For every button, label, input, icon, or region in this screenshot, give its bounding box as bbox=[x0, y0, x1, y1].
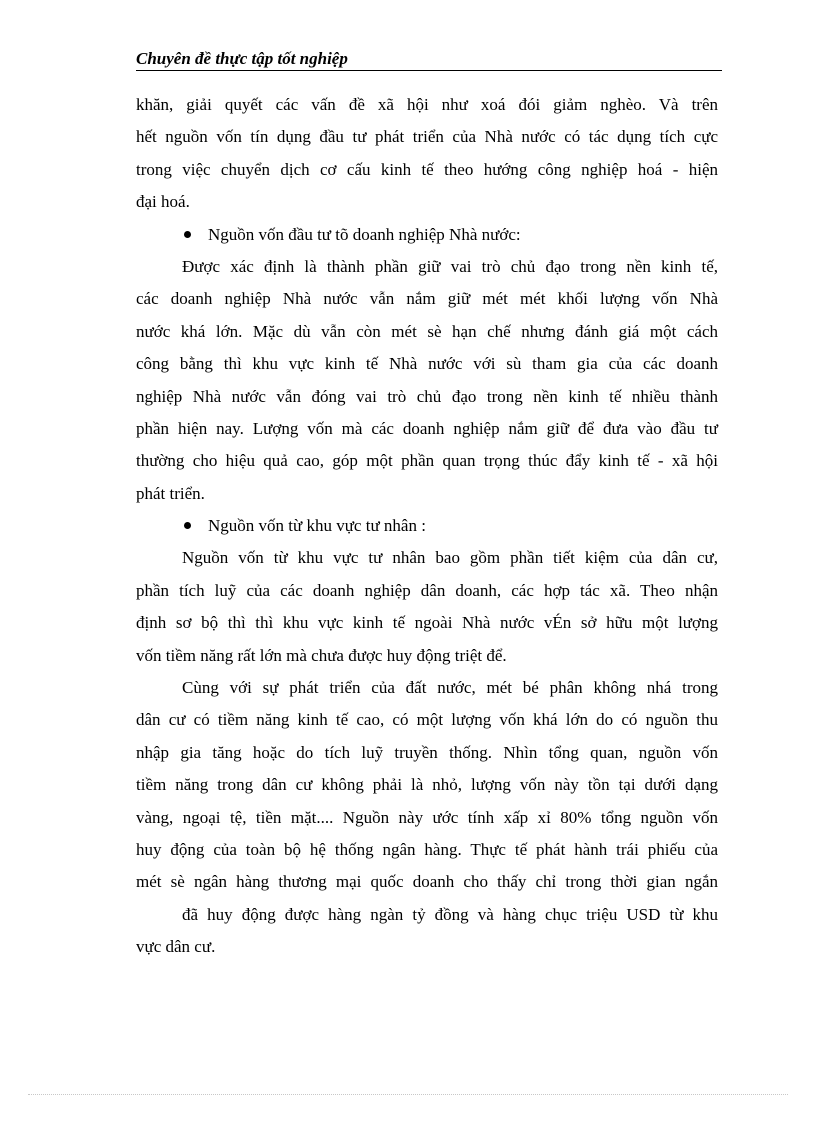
text-line: vàng, ngoại tệ, tiền mặt.... Nguồn này ước tính xấp xỉ 80% tổng nguồn vốn bbox=[136, 807, 718, 827]
text-line: khăn, giải quyết các vấn đề xã hội như xoá đói giảm nghèo. Và trên bbox=[136, 95, 718, 114]
text-line: trong việc chuyển dịch cơ cấu kinh tế theo hướng công nghiệp hoá - hiện bbox=[136, 159, 718, 179]
text-line: nhập gia tăng hoặc do tích luỹ truyền thống. Nhìn tổng quan, nguồn vốn bbox=[136, 742, 718, 762]
bullet-item-label: Nguồn vốn đầu tư tõ doanh nghiệp Nhà nước: bbox=[208, 224, 521, 244]
text-line: đại hoá. bbox=[136, 192, 190, 212]
bullet-item-state-enterprise-capital bbox=[136, 219, 718, 251]
bullet-item-label: Nguồn vốn từ khu vực tư nhân : bbox=[208, 516, 426, 536]
page-header bbox=[136, 48, 722, 71]
text-line: các doanh nghiệp Nhà nước vẫn nắm giữ mét mét khối lượng vốn Nhà bbox=[136, 289, 718, 309]
text-line: vốn tiềm năng rất lớn mà chưa được huy động triệt để. bbox=[136, 645, 507, 665]
text-line: định sơ bộ thì thì khu vực kinh tế ngoài Nhà nước vÉn sở hữu một lượng bbox=[136, 613, 718, 633]
text-line: phần hiện nay. Lượng vốn mà các doanh nghiệp nắm giữ để đưa vào đầu tư bbox=[136, 418, 718, 438]
text-line: phần tích luỹ của các doanh nghiệp dân doanh, các hợp tác xã. Theo nhận bbox=[136, 580, 718, 600]
bullet-icon bbox=[184, 231, 191, 238]
text-line: tiềm năng trong dân cư không phải là nhỏ, lượng vốn này tồn tại dưới dạng bbox=[136, 775, 718, 795]
text-line: vực dân cư. bbox=[136, 937, 216, 957]
bullet-item-private-sector-capital bbox=[136, 510, 718, 542]
bullet-icon bbox=[184, 522, 191, 529]
document-body bbox=[136, 89, 718, 964]
text-line: nghiệp Nhà nước vẫn đóng vai trò chủ đạo trong nền kinh tế nhiều thành bbox=[136, 386, 718, 406]
text-line: thường cho hiệu quả cao, góp một phần quan trọng thúc đẩy kinh tế - xã hội bbox=[136, 451, 718, 471]
text-line: nước khá lớn. Mặc dù vẫn còn mét sè hạn chế nhưng đánh giá một cách bbox=[136, 321, 718, 341]
text-line: huy động của toàn bộ hệ thống ngân hàng. Thực tế phát hành trái phiếu của bbox=[136, 839, 718, 859]
text-line: mét sè ngân hàng thương mại quốc doanh cho thấy chỉ trong thời gian ngắn bbox=[136, 872, 718, 892]
text-line: phát triển. bbox=[136, 483, 205, 503]
text-line: Nguồn vốn từ khu vực tư nhân bao gồm phần tiết kiệm của dân cư, bbox=[182, 548, 718, 568]
text-line: Cùng với sự phát triển của đất nước, mét bé phân không nhá trong bbox=[182, 678, 718, 698]
header-title: Chuyên đề thực tập tốt nghiệp bbox=[136, 49, 348, 68]
page-bottom-divider bbox=[28, 1094, 788, 1095]
text-line: Được xác định là thành phần giữ vai trò chủ đạo trong nền kinh tế, bbox=[182, 256, 718, 276]
text-line: đã huy động được hàng ngàn tỷ đồng và hàng chục triệu USD từ khu bbox=[182, 904, 718, 924]
text-line: hết nguồn vốn tín dụng đầu tư phát triển của Nhà nước có tác dụng tích cực bbox=[136, 127, 718, 147]
text-line: dân cư có tiềm năng kinh tế cao, có một lượng vốn khá lớn do có nguồn thu bbox=[136, 710, 718, 730]
text-line: công bằng thì khu vực kinh tế Nhà nước với sù tham gia của các doanh bbox=[136, 354, 718, 374]
